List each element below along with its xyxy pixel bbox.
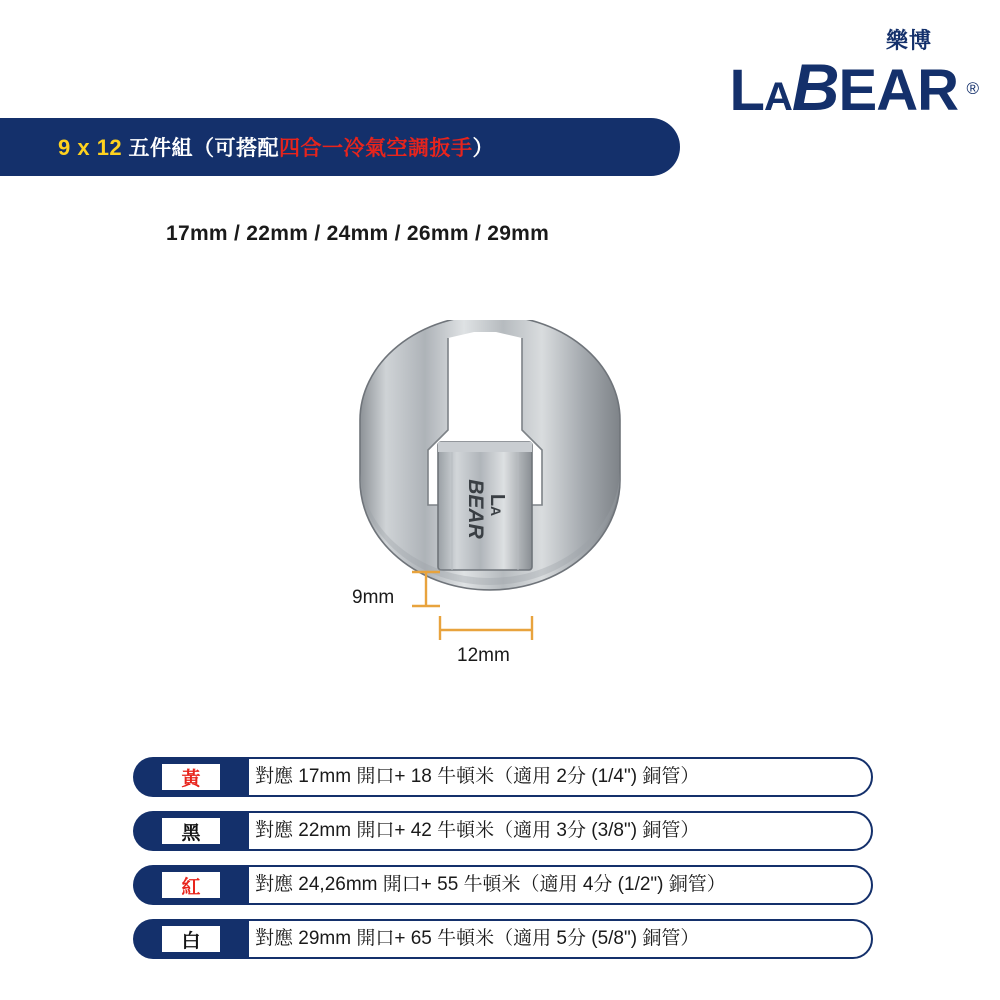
spec-row bbox=[133, 919, 873, 959]
spec-color-tag bbox=[133, 757, 249, 797]
spec-color-label: 黑 bbox=[162, 818, 220, 844]
spec-list bbox=[133, 757, 873, 973]
spec-color-tag bbox=[133, 811, 249, 851]
title-highlight: 四合一冷氣空調扳手 bbox=[279, 137, 473, 160]
brand-logo bbox=[729, 28, 978, 124]
brand-letter-b: B bbox=[791, 50, 839, 124]
spec-description: 對應 22mm 開口+ 42 牛頓米（適用 3分 (3/8") 銅管） bbox=[255, 820, 700, 841]
spec-color-tag bbox=[133, 865, 249, 905]
spec-description: 對應 24,26mm 開口+ 55 牛頓米（適用 4分 (1/2") 銅管） bbox=[255, 874, 726, 895]
spec-color-label: 白 bbox=[162, 926, 220, 952]
brand-letter-a: A bbox=[763, 75, 792, 119]
brand-letter-l: L bbox=[729, 58, 764, 123]
spec-description: 對應 29mm 開口+ 65 牛頓米（適用 5分 (5/8") 銅管） bbox=[255, 928, 700, 949]
spec-row bbox=[133, 811, 873, 851]
product-logo-top: LA bbox=[486, 493, 508, 517]
spec-color-label: 紅 bbox=[162, 872, 220, 898]
registered-mark-icon: ® bbox=[966, 79, 978, 98]
title-banner bbox=[0, 118, 680, 176]
brand-chinese-name: 樂博 bbox=[885, 28, 932, 53]
dimension-label-height: 9mm bbox=[352, 587, 395, 608]
spec-description: 對應 17mm 開口+ 18 牛頓米（適用 2分 (1/4") 銅管） bbox=[255, 766, 700, 787]
spec-row bbox=[133, 865, 873, 905]
spec-color-label: 黃 bbox=[162, 764, 220, 790]
spec-row bbox=[133, 757, 873, 797]
product-logo-bottom: BEAR bbox=[464, 479, 487, 539]
sizes-list: 17mm / 22mm / 24mm / 26mm / 29mm bbox=[166, 222, 550, 245]
brand-wordmark bbox=[729, 50, 978, 124]
spec-color-tag bbox=[133, 919, 249, 959]
title-size-code: 9 x 12 bbox=[58, 135, 123, 160]
title-set-label: 五件組（可搭配 bbox=[128, 137, 280, 160]
page-title bbox=[58, 132, 494, 162]
title-tail: ） bbox=[472, 137, 495, 160]
dimension-label-width: 12mm bbox=[457, 645, 510, 666]
brand-letters-ear: EAR bbox=[838, 58, 958, 123]
